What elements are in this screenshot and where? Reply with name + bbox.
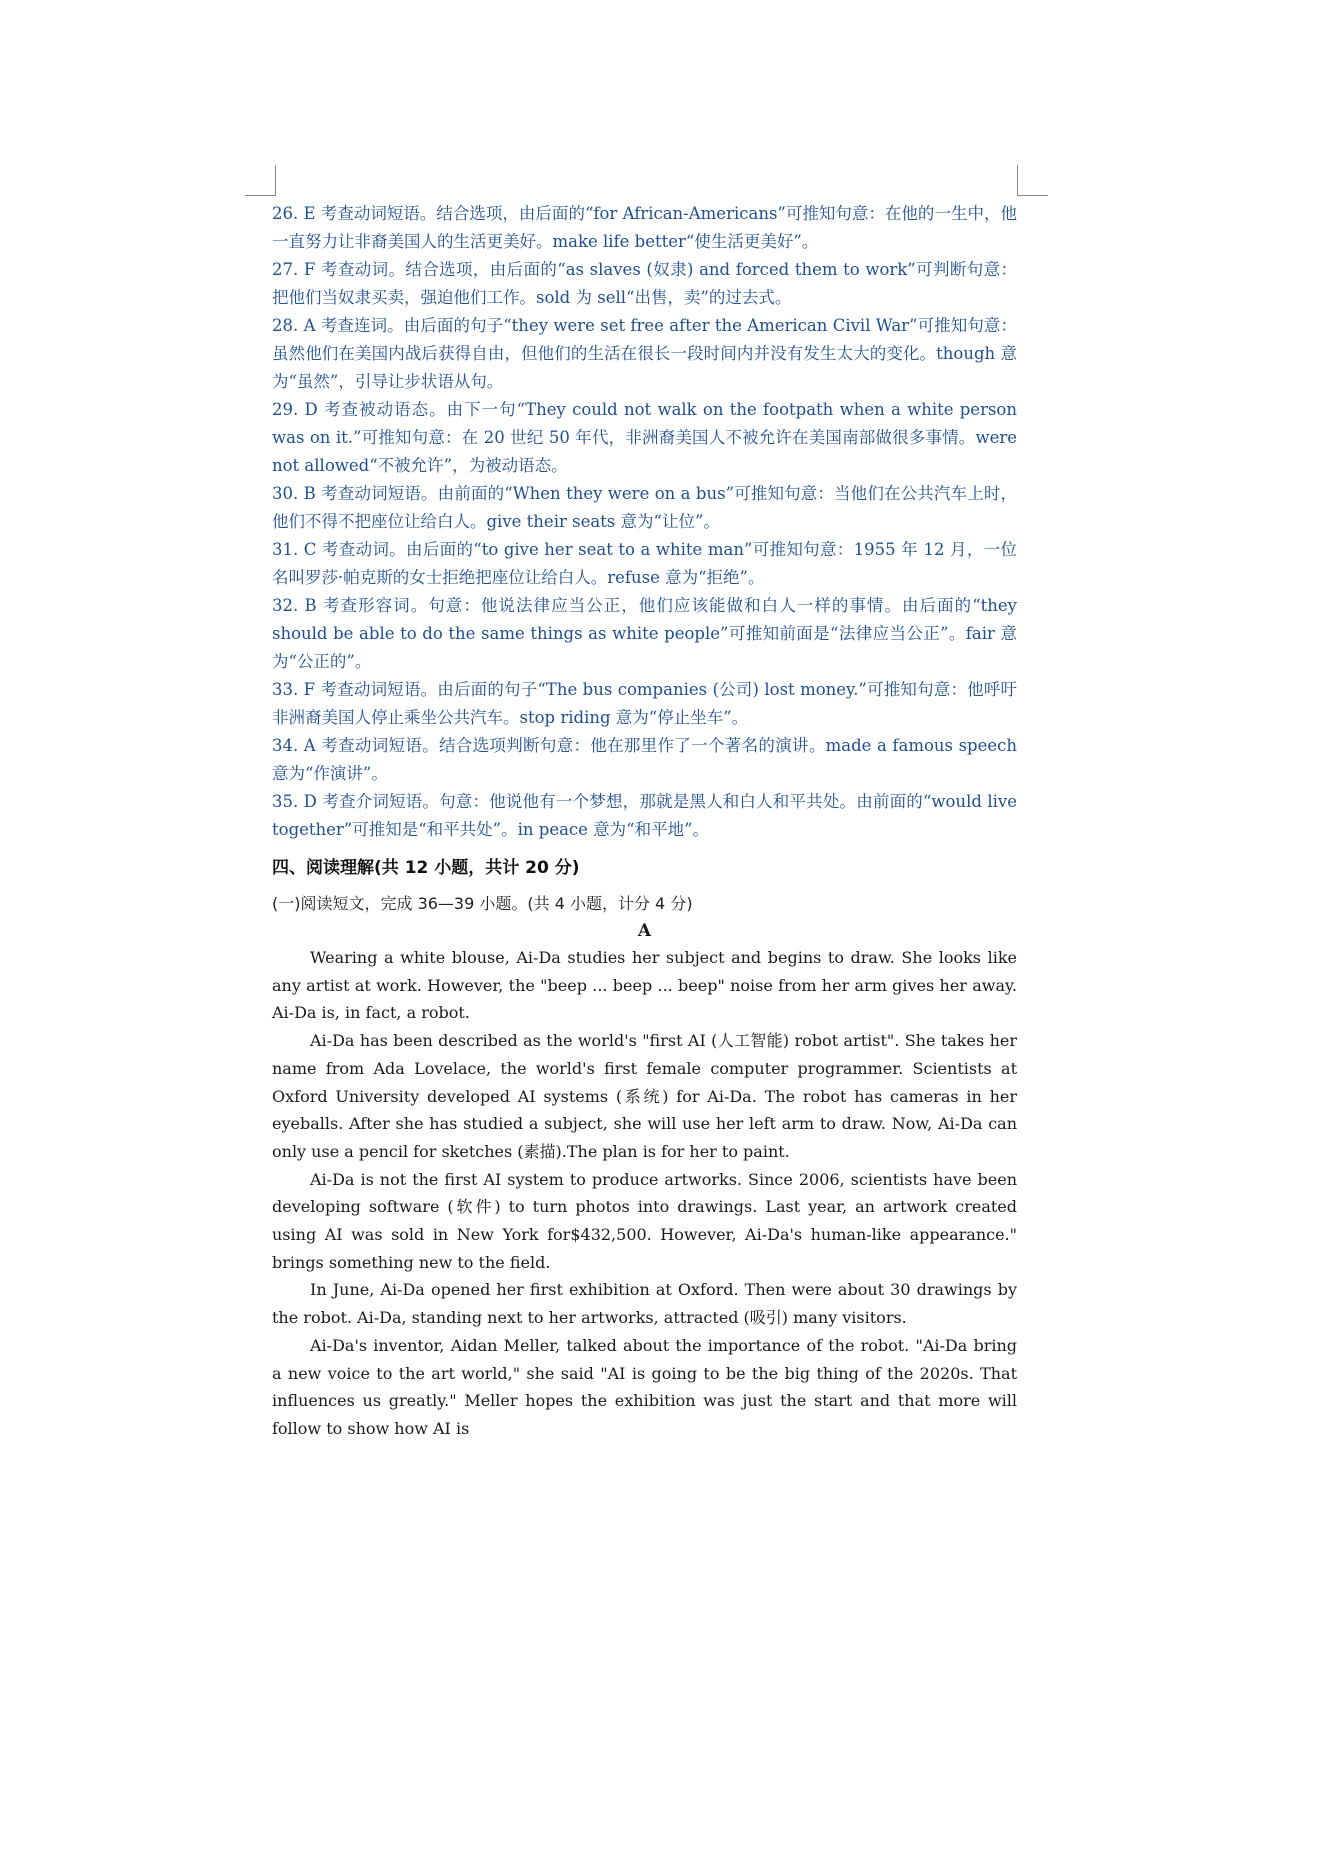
passage-paragraph: Wearing a white blouse, Ai-Da studies her subject and begins to draw. She looks like any artist at work. However, the "beep ... beep ... beep" noise from her arm gives her away. Ai-Da is, in fact, a robot. — [272, 948, 1017, 1023]
passage-paragraph: In June, Ai-Da opened her first exhibition at Oxford. Then were about 30 drawings by the robot. Ai-Da, standing next to her artworks, attracted (吸引) many visitors. — [272, 1280, 1017, 1328]
page-content — [272, 200, 1017, 1443]
reading-passage — [272, 918, 1017, 1443]
answer-29: 29. D 考查被动语态。由下一句“They could not walk on the footpath when a white person was on it.”可推知句意：在 20 世纪 50 年代，非洲裔美国人不被允许在美国南部做很多事情。were not allowed“不被允许”，为被动语态。 — [272, 400, 1017, 475]
answer-27: 27. F 考查动词。结合选项，由后面的“as slaves (奴隶) and forced them to work”可判断句意：把他们当奴隶买卖，强迫他们工作。sold 为 sell“出售，卖”的过去式。 — [272, 260, 1017, 307]
passage-paragraph: Ai-Da's inventor, Aidan Meller, talked about the importance of the robot. "Ai-Da bring a new voice to the art world," she said "AI is going to be the big thing of the 2020s. That influences us greatly." Meller hopes the exhibition was just the start and that more will follow to show how AI is — [272, 1335, 1017, 1438]
passage-letter: A — [637, 921, 652, 941]
crop-mark-left — [245, 165, 276, 196]
answer-33: 33. F 考查动词短语。由后面的句子“The bus companies (公司) lost money.”可推知句意：他呼吁非洲裔美国人停止乘坐公共汽车。stop riding 意为“停止坐车”。 — [272, 680, 1017, 727]
crop-mark-right — [1017, 165, 1048, 196]
answer-31: 31. C 考查动词。由后面的“to give her seat to a white man”可推知句意：1955 年 12 月，一位名叫罗莎·帕克斯的女士拒绝把座位让给白人。refuse 意为“拒绝”。 — [272, 540, 1017, 587]
passage-paragraph: Ai-Da has been described as the world's "first AI (人工智能) robot artist". She takes her name from Ada Lovelace, the world's first female computer programmer. Scientists at Oxford University developed AI systems (系统) for Ai-Da. The robot has cameras in her eyeballs. After she has studied a subject, she will use her left arm to draw. Now, Ai-Da can only use a pencil for sketches (素描).The plan is for her to paint. — [272, 1031, 1017, 1161]
answer-34: 34. A 考查动词短语。结合选项判断句意：他在那里作了一个著名的演讲。made a famous speech 意为“作演讲”。 — [272, 736, 1017, 783]
answer-32: 32. B 考查形容词。句意：他说法律应当公正，他们应该能做和白人一样的事情。由后面的“they should be able to do the same things as white people”可推知前面是“法律应当公正”。fair 意为“公正的”。 — [272, 596, 1017, 671]
passage-paragraph: Ai-Da is not the first AI system to produce artworks. Since 2006, scientists have been developing software (软件) to turn photos into drawings. Last year, an artwork created using AI was sold in New York for$432,500. However, Ai-Da's human-like appearance." brings something new to the field. — [272, 1169, 1017, 1272]
section-instructions: (一)阅读短文，完成 36—39 小题。(共 4 小题，计分 4 分) — [272, 894, 693, 913]
answer-explanations — [272, 200, 1017, 844]
answer-35: 35. D 考查介词短语。句意：他说他有一个梦想，那就是黑人和白人和平共处。由前面的“would live together”可推知是“和平共处”。in peace 意为“和平地”。 — [272, 792, 1017, 839]
answer-26: 26. E 考查动词短语。结合选项，由后面的“for African-Americans”可推知句意：在他的一生中，他一直努力让非裔美国人的生活更美好。make life better“使生活更美好”。 — [272, 204, 1017, 251]
section-title: 四、阅读理解(共 12 小题，共计 20 分) — [272, 858, 580, 878]
answer-30: 30. B 考查动词短语。由前面的“When they were on a bus”可推知句意：当他们在公共汽车上时，他们不得不把座位让给白人。give their seats 意为“让位”。 — [272, 484, 1017, 531]
answer-28: 28. A 考查连词。由后面的句子“they were set free after the American Civil War”可推知句意：虽然他们在美国内战后获得自由，但他们的生活在很长一段时间内并没有发生太大的变化。though 意为“虽然”，引导让步状语从句。 — [272, 316, 1017, 391]
